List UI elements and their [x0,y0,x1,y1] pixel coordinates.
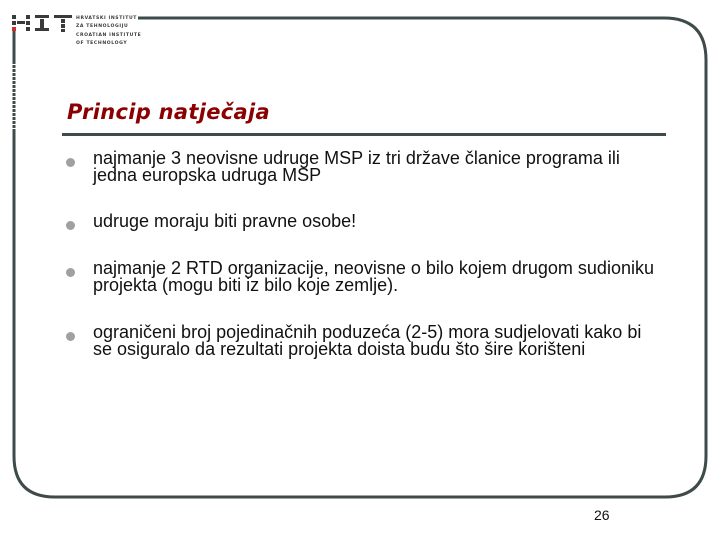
bullet-item [62,213,662,230]
bullet-item [62,150,662,184]
bullet-item [62,324,662,358]
logo-line: OF TECHNOLOGY [76,40,128,46]
logo-line: ZA TEHNOLOGIJU [76,24,129,30]
bullet-item [62,260,662,294]
logo-line: CROATIAN INSTITUTE [76,32,142,38]
bullet-dot-icon [66,268,75,277]
bullet-dot-icon [66,332,75,341]
logo-line: HRVATSKI INSTITUT [76,16,138,21]
slide-title: Princip natječaja [67,100,270,124]
bullet-text: najmanje 2 RTD organizacije, neovisne o bilo kojem drugom sudioniku projekta (mogu biti iz bilo koje zemlje). [93,258,654,295]
title-divider [62,133,666,136]
bullet-text: udruge moraju biti pravne osobe! [93,211,357,231]
bullet-dot-icon [66,158,75,167]
bullet-list [62,150,662,358]
bullet-text: ograničeni broj pojedinačnih poduzeća (2-5) mora sudjelovati kako bi se osiguralo da rezultati projekta doista budu što šire korišteni [93,322,642,359]
page-number: 26 [594,507,610,523]
logo-mark-icon [12,14,76,34]
logo-text [76,15,141,48]
bullet-dot-icon [66,221,75,230]
bullet-text: najmanje 3 neovisne udruge MSP iz tri države članice programa ili jedna europska udruga MSP [93,148,620,185]
